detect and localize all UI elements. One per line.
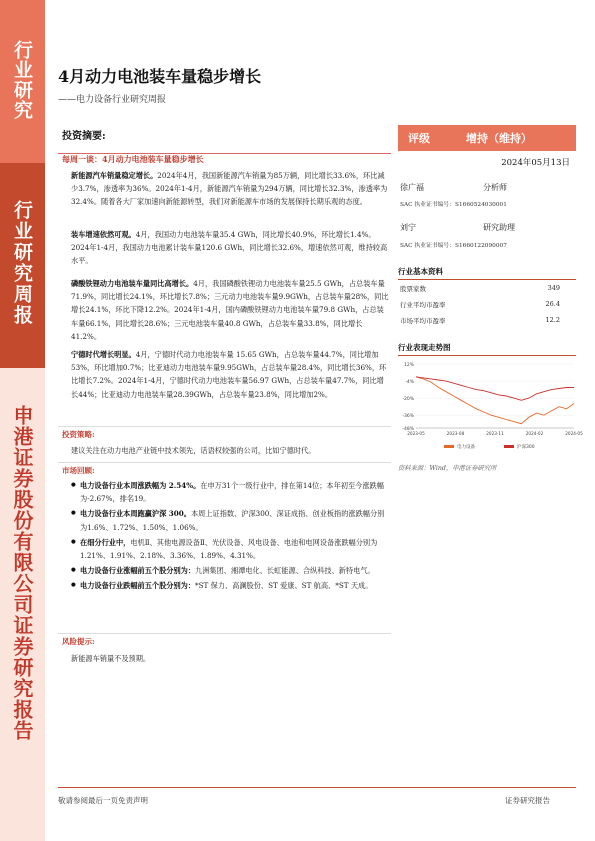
- paragraph-install-growth: [71, 228, 389, 268]
- side-label-industry-research: 行业研究: [11, 40, 33, 120]
- y-tick-label: -20%: [402, 397, 414, 403]
- bullet-body: 本周上证指数、沪深300、深证成指、创业板指的涨跌幅分别为1.6%、1.72%、1.50%、1.06%。: [80, 509, 385, 532]
- analyst-name: 徐广福: [400, 183, 424, 192]
- list-item: [71, 564, 391, 577]
- basic-info-label: 市场平均市盈率: [400, 317, 446, 325]
- report-subtitle: ——电力设备行业研究周报: [58, 95, 167, 105]
- footer-divider: [58, 787, 576, 788]
- rating-label: 评级: [408, 132, 430, 145]
- basic-info-label: 行业平均市盈率: [400, 301, 446, 309]
- legend-swatch: [444, 445, 454, 448]
- y-tick-label: -36%: [402, 414, 414, 420]
- assistant-sac: [400, 240, 507, 249]
- list-item: [71, 507, 391, 533]
- footer-disclaimer: 敬请参阅最后一页免责声明: [58, 796, 148, 805]
- basic-info-row: [400, 316, 560, 325]
- paragraph-ev-sales: [71, 169, 389, 209]
- chart-source: 资料来源：Wind，申港证券研究所: [398, 465, 497, 472]
- x-tick-label: 2023-08: [446, 431, 465, 436]
- divider-risk: [58, 633, 391, 634]
- report-title: 4月动力电池装车量稳步增长: [58, 67, 262, 86]
- weekly-topic: 每周一谈：4月动力电池装车量稳步增长: [62, 154, 204, 164]
- bullet-lead: 电力设备行业本周跑赢沪深 300。: [80, 509, 191, 519]
- bullet-lead: 电力设备行业跌幅前五个股分别为：: [80, 581, 196, 591]
- strategy-text: 建议关注在动力电池产业链中技术领先，话语权较强的公司，比如宁德时代。: [71, 446, 316, 455]
- strategy-title: 投资策略:: [62, 430, 95, 439]
- performance-title: 行业表现走势图: [398, 342, 576, 356]
- paragraph-ev-sales-lead: 新能源汽车销量稳定增长。: [71, 171, 158, 180]
- y-tick-label: -48%: [402, 427, 414, 432]
- basic-info-row: [400, 300, 560, 309]
- paragraph-catl-growth: [71, 348, 389, 401]
- bullet-lead: 在细分行业中，: [80, 537, 131, 547]
- list-item: [71, 579, 391, 592]
- side-band: [0, 0, 45, 841]
- risk-title: 风险提示:: [62, 637, 95, 646]
- basic-info-row: [400, 284, 560, 293]
- bullet-lead: 电力设备行业本周涨跌幅为 2.54%。: [80, 481, 201, 490]
- abstract-title: 投资摘要:: [62, 131, 106, 142]
- paragraph-install-growth-lead: 装车增速依然可观。: [71, 230, 136, 239]
- market-bullets: [71, 479, 391, 595]
- divider-strategy: [58, 426, 391, 427]
- paragraph-ev-sales-body: 2024年4月，我国新能源汽车销量为85万辆，同比增长33.6%，环比减少3.7%，渗透率为36%。2024年1-4月，新能源汽车销量为294万辆，同比增长32.3%，渗透率为32.4%。随着各大厂家加速向新能源转型，我们对新能源车市场的发展保持长期乐观的态度。: [71, 171, 388, 207]
- assistant-role: 研究助理: [483, 223, 515, 232]
- x-tick-label: 2023-11: [486, 431, 504, 436]
- y-tick-label: -4%: [405, 380, 414, 386]
- legend-label: 沪深300: [517, 445, 535, 450]
- list-item: [71, 536, 391, 562]
- legend-label: 电力设备: [457, 445, 475, 450]
- y-tick-label: 12%: [403, 363, 414, 368]
- x-tick-label: 2024-02: [525, 431, 544, 436]
- side-label-company: 申港证券股份有限公司证券研究报告: [10, 405, 34, 741]
- paragraph-lfp-growth: [71, 277, 389, 343]
- rating-value: 增持（维持）: [466, 132, 532, 145]
- bullet-lead: 电力设备行业涨幅前五个股分别为：: [80, 566, 196, 576]
- basic-info-value: 349: [547, 284, 560, 292]
- side-label-weekly-report: 行业研究周报: [11, 200, 33, 326]
- sac-number: S1660122090007: [455, 243, 507, 249]
- paragraph-lfp-growth-lead: 磷酸铁锂动力电池装车量同比高增长。: [71, 279, 194, 288]
- analyst-role: 分析师: [483, 183, 507, 192]
- legend-swatch: [504, 445, 514, 448]
- list-item: [71, 479, 391, 505]
- x-tick-label: 2024-05: [565, 431, 583, 436]
- analyst-sac: [400, 199, 507, 208]
- basic-info-label: 股票家数: [400, 285, 426, 293]
- divider-market: [58, 462, 391, 463]
- paragraph-catl-growth-body: 4月，宁德时代动力电池装车量 15.65 GWh，占总装车量44.7%，同比增加53%，环比增加0.7%；比亚迪动力电池装车量9.95GWh，占总装车量28.4%，同比增长36%，环比增长7.2%。2024年1-4月，宁德时代动力电池装车量56.97 GWh，占总装车量47.7%，同比增长44%；比亚迪动力电池装车量28.39GWh，占总装车量23.8%，同比增加2%。: [71, 350, 387, 399]
- basic-info-value: 26.4: [545, 300, 560, 308]
- series-line-0: [416, 377, 574, 424]
- basic-info-title: 行业基本资料: [398, 266, 576, 280]
- basic-info-value: 12.2: [545, 316, 560, 324]
- performance-chart: [396, 356, 583, 456]
- assistant-name: 刘宁: [400, 223, 416, 232]
- paragraph-install-growth-body: 4月，我国动力电池装车量35.4 GWh，同比增长40.9%，环比增长1.4%。2024年1-4月，我国动力电池累计装车量120.6 GWh，同比增长32.6%，增速依然可观，维持较高水平。: [71, 230, 388, 266]
- risk-text: 新能源车销量不及预期。: [71, 654, 151, 663]
- report-date: 2024年05月13日: [501, 158, 570, 168]
- bullet-body: *ST 保力、高澜股份、ST 爱康、ST 航高、*ST 天成。: [195, 581, 373, 591]
- x-tick-label: 2023-05: [407, 431, 425, 436]
- sac-label: SAC 执业证书编号：: [400, 243, 456, 249]
- footer-report-type: 证券研究报告: [505, 796, 550, 805]
- paragraph-lfp-growth-body: 4月，我国磷酸铁锂动力电池装车量25.5 GWh，占总装车量71.9%，同比增长24.1%，环比增长7.8%；三元动力电池装车量9.9GWh，占总装车量28%，同比增长24.1%，环比下降12.2%。2024年1-4月，国内磷酸铁锂动力电池装车量79.8 GWh，占总装车量66.1%，同比增长28.6%；三元电池装车量40.8 GWh，占总装车量33.8%，同比增长41.2%。: [71, 279, 389, 341]
- rating-box: [398, 125, 576, 151]
- abstract-header-box: [58, 124, 391, 154]
- paragraph-catl-growth-lead: 宁德时代增长明显。: [71, 350, 136, 359]
- bullet-body: 电机Ⅱ、其他电源设备Ⅱ、光伏设备、风电设备、电池和电网设备涨跌幅分别为1.21%、1.91%、2.18%、3.36%、1.89%、4.31%。: [80, 537, 378, 561]
- market-title: 市场回顾:: [62, 466, 95, 475]
- bullet-body: 九洲集团、湘潭电化、长虹能源、合纵科技、新特电气。: [195, 566, 375, 576]
- sac-label: SAC 执业证书编号：: [400, 202, 456, 208]
- sac-number: S1660524030001: [455, 202, 507, 208]
- bullet-body: 在申万31个一级行业中，排在第14位；本年初至今涨跌幅为-2.67%，排名19。: [80, 481, 384, 504]
